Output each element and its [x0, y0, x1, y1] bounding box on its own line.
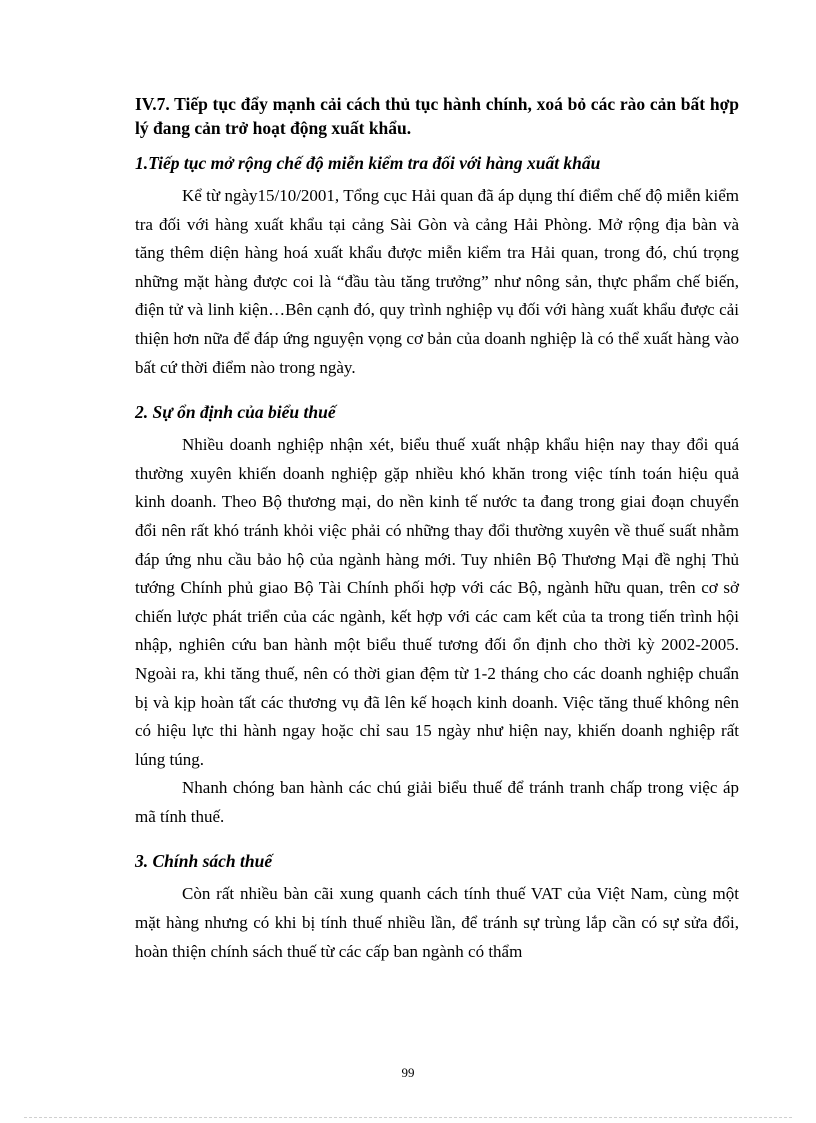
page-content: [135, 92, 739, 966]
section-2-paragraph-2: Nhanh chóng ban hành các chú giải biểu thuế để tránh tranh chấp trong việc áp mã tính thuế.: [135, 778, 739, 826]
page-number: 99: [401, 1065, 415, 1080]
section-2-paragraph-1: Nhiều doanh nghiệp nhận xét, biểu thuế xuất nhập khẩu hiện nay thay đổi quá thường xuyên khiến doanh nghiệp gặp nhiều khó khăn trong việc tính toán hiệu quả kinh doanh. Theo Bộ thương mại, do nền kinh tế nước ta đang trong giai đoạn chuyển đổi nên rất khó tránh khỏi việc phải có những thay đổi thường xuyên về thuế suất nhằm đáp ứng nhu cầu bảo hộ của ngành hàng mới. Tuy nhiên Bộ Thương Mại đề nghị Thủ tướng Chính phủ giao Bộ Tài Chính phối hợp với các Bộ, ngành hữu quan, trên cơ sở chiến lược phát triển của các ngành, kết hợp với các cam kết của ta trong tiến trình hội nhập, nghiên cứu ban hành một biểu thuế tương đối ổn định cho thời kỳ 2002-2005. Ngoài ra, khi tăng thuế, nên có thời gian đệm từ 1-2 tháng cho các doanh nghiệp chuẩn bị và kịp hoàn tất các thương vụ đã lên kế hoạch kinh doanh. Việc tăng thuế không nên có hiệu lực thi hành ngay hoặc chỉ sau 15 ngày như hiện nay, khiến doanh nghiệp rất lúng túng.: [135, 435, 739, 769]
section-3-paragraph: Còn rất nhiều bàn cãi xung quanh cách tính thuế VAT của Việt Nam, cùng một mặt hàng nhưng có khi bị tính thuế nhiều lần, để tránh sự trùng lắp cần có sự sửa đổi, hoàn thiện chính sách thuế từ các cấp ban ngành có thẩm: [135, 884, 739, 961]
main-heading: IV.7. Tiếp tục đẩy mạnh cải cách thủ tục hành chính, xoá bỏ các rào cản bất hợp lý đang cản trở hoạt động xuất khẩu.: [135, 94, 739, 138]
section-2-heading: 2. Sự ổn định của biểu thuế: [135, 402, 336, 423]
section-1-heading: 1.Tiếp tục mở rộng chế độ miễn kiểm tra đối với hàng xuất khẩu: [135, 153, 601, 173]
section-1-paragraph: Kể từ ngày15/10/2001, Tổng cục Hải quan đã áp dụng thí điểm chế độ miễn kiểm tra đối với hàng xuất khẩu tại cảng Sài Gòn và cảng Hải Phòng. Mở rộng địa bàn và tăng thêm diện hàng hoá xuất khẩu được miễn kiểm tra Hải quan, trong đó, chú trọng những mặt hàng được coi là “đầu tàu tăng trưởng” như nông sản, thực phẩm chế biến, điện tử và linh kiện…Bên cạnh đó, quy trình nghiệp vụ đối với hàng xuất khẩu được cải thiện hơn nữa để đáp ứng nguyện vọng cơ bản của doanh nghiệp là có thể xuất hàng vào bất cứ thời điểm nào trong ngày.: [135, 186, 739, 377]
section-3-heading: 3. Chính sách thuế: [135, 851, 273, 872]
page-bottom-divider: [24, 1117, 792, 1118]
